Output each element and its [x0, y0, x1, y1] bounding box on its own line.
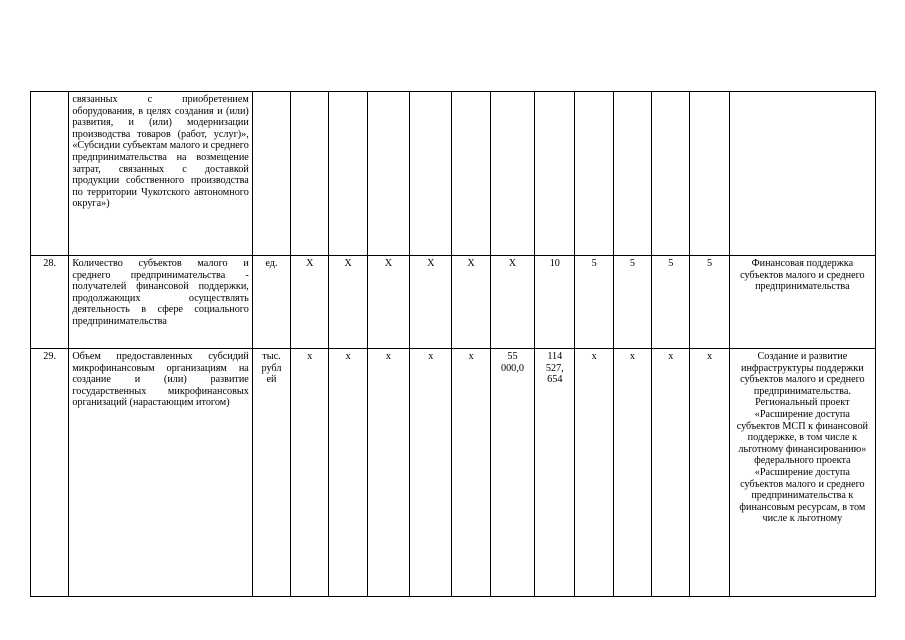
value-cell: x: [367, 349, 409, 597]
value-cell: [652, 92, 690, 256]
value-cell: x: [575, 349, 613, 597]
value-cell: x: [291, 349, 329, 597]
value-cell: x: [652, 349, 690, 597]
unit-cell: тыс. рубл ей: [252, 349, 290, 597]
indicator-description: связанных с приобретением оборудования, в целях создания и (или) развития, и (или) модернизации производства товаров (работ, услуг)», «Субсидии субъектам малого и среднего предпринимательства на возмещение затрат, связанных с доставкой продукции собственного производства по территории Чукотского автономного округа»): [69, 92, 253, 256]
value-cell: [291, 92, 329, 256]
value-cell: [452, 92, 490, 256]
value-cell: [367, 92, 409, 256]
value-cell: 5: [690, 256, 729, 349]
value-cell: 55 000,0: [490, 349, 534, 597]
result-cell: [729, 92, 875, 256]
value-cell: 114 527, 654: [535, 349, 575, 597]
table-row-28: [31, 256, 876, 349]
indicator-description: Количество субъектов малого и среднего предпринимательства - получателей финансовой поддержки, продолжающих осуществлять деятельность в сфере социального предпринимательства: [69, 256, 253, 349]
value-cell: 5: [613, 256, 651, 349]
value-cell: [329, 92, 367, 256]
row-number: 28.: [31, 256, 69, 349]
value-cell: X: [291, 256, 329, 349]
row-number: [31, 92, 69, 256]
document-page: [30, 91, 876, 597]
table-row-continuation: [31, 92, 876, 256]
value-cell: X: [410, 256, 452, 349]
value-cell: x: [329, 349, 367, 597]
row-number: 29.: [31, 349, 69, 597]
indicator-description: Объем предоставленных субсидий микрофинансовым организациям на создание и (или) развитие государственных микрофинансовых организаций (нарастающим итогом): [69, 349, 253, 597]
value-cell: [490, 92, 534, 256]
value-cell: [613, 92, 651, 256]
value-cell: x: [613, 349, 651, 597]
value-cell: X: [367, 256, 409, 349]
value-cell: 10: [535, 256, 575, 349]
value-cell: x: [690, 349, 729, 597]
value-cell: [575, 92, 613, 256]
value-cell: x: [410, 349, 452, 597]
value-cell: 5: [652, 256, 690, 349]
value-cell: 5: [575, 256, 613, 349]
table-row-29: [31, 349, 876, 597]
result-cell: Создание и развитие инфраструктуры поддержки субъектов малого и среднего предпринимательства. Региональный проект «Расширение доступа субъектов МСП к финансовой поддержке, в том числе к льготному финансированию» федерального проекта «Расширение доступа субъектов малого и среднего предпринимательства к финансовым ресурсам, в том числе к льготному: [729, 349, 875, 597]
value-cell: X: [490, 256, 534, 349]
value-cell: x: [452, 349, 490, 597]
value-cell: [410, 92, 452, 256]
value-cell: [535, 92, 575, 256]
value-cell: X: [329, 256, 367, 349]
unit-cell: ед.: [252, 256, 290, 349]
indicators-table: [30, 91, 876, 597]
value-cell: X: [452, 256, 490, 349]
unit-cell: [252, 92, 290, 256]
value-cell: [690, 92, 729, 256]
result-cell: Финансовая поддержка субъектов малого и среднего предпринимательства: [729, 256, 875, 349]
